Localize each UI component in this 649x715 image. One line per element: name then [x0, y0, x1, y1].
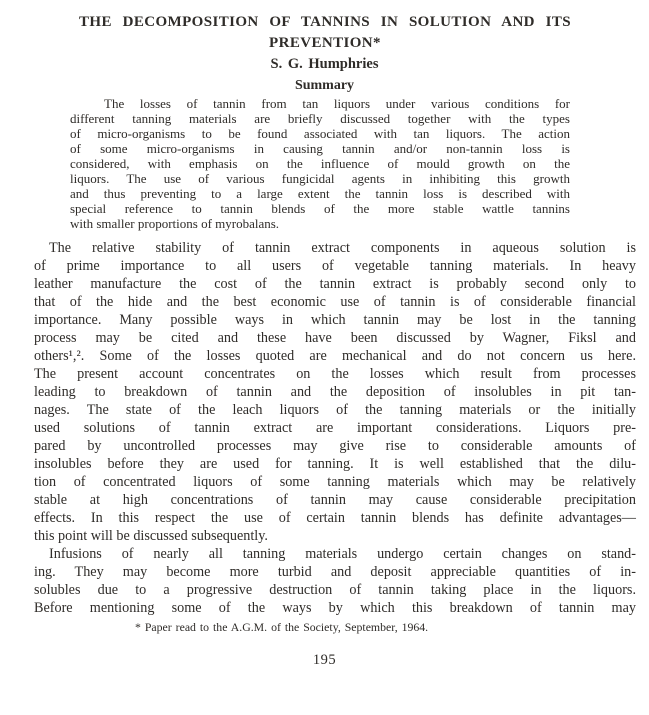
summary-line: considered, with emphasis on the influence of mould growth on the — [70, 156, 570, 171]
body-text-line: of prime importance to all users of vegetable tanning materials. In heavy — [34, 258, 636, 274]
body-text-line: others¹,². Some of the losses quoted are mechanical and do not concern us here. — [34, 348, 636, 364]
body-text-line: insolubles before they are used for tanning. It is well established that the dilu- — [34, 456, 636, 472]
summary-paragraph — [70, 96, 570, 231]
author-name: S. G. Humphries — [270, 56, 379, 72]
body-text-line: importance. Many possible ways in which tannin may be lost in the tanning — [34, 312, 636, 328]
body-text-line: Infusions of nearly all tanning materials undergo certain changes on stand- — [49, 546, 636, 562]
body-text-line: that of the hide and the best economic use of tannin is of considerable financial — [34, 294, 636, 310]
body-text-line: ing. They may become more turbid and deposit appreciable quantities of in- — [34, 564, 636, 580]
body-text-line: tion of concentrated liquors of some tanning materials which may be relatively — [34, 474, 636, 490]
body-text-line: The present account concentrates on the losses which result from processes — [34, 366, 636, 382]
body-text-line: leading to breakdown of tannin and the deposition of insolubles in pit tan- — [34, 384, 636, 400]
summary-line: The losses of tannin from tan liquors under various conditions for — [104, 96, 570, 111]
body-text-line: pared by uncontrolled processes may give rise to considerable amounts of — [34, 438, 636, 454]
summary-line: special reference to tannin blends of the more stable wattle tannins — [70, 201, 570, 216]
paper-title-line2: PREVENTION* — [269, 35, 381, 51]
body-text-line: leather manufacture the cost of the tannin extract is probably second only to — [34, 276, 636, 292]
summary-line: and thus preventing to a large extent the tannin loss is described with — [70, 186, 570, 201]
footnote: * Paper read to the A.G.M. of the Society, September, 1964. — [135, 620, 429, 634]
body-text-line: The relative stability of tannin extract components in aqueous solution is — [49, 240, 636, 256]
body-text-line: Before mentioning some of the ways by which this breakdown of tannin may — [34, 600, 636, 616]
summary-line: of some micro-organisms in causing tannin and/or non-tannin loss is — [70, 141, 570, 156]
body-text-line: stable at high concentrations of tannin may cause considerable precipitation — [34, 492, 636, 508]
body-text-line: effects. In this respect the use of certain tannin blends has definite advantages— — [34, 510, 636, 526]
summary-line: liquors. The use of various fungicidal agents in inhibiting this growth — [70, 171, 570, 186]
paper-title-line1: THE DECOMPOSITION OF TANNINS IN SOLUTION AND ITS — [79, 14, 571, 30]
summary-line: of micro-organisms to be found associated with tan liquors. The action — [70, 126, 570, 141]
summary-line: with smaller proportions of myrobalans. — [70, 216, 280, 231]
body-text-line: solubles due to a progressive destruction of tannin taking place in the liquors. — [34, 582, 636, 598]
page-number: 195 — [312, 652, 337, 668]
body-paragraph-2 — [34, 545, 636, 617]
paper-title — [79, 13, 571, 53]
summary-line: different tanning materials are briefly discussed together with the types — [70, 111, 570, 126]
summary-heading: Summary — [294, 78, 355, 93]
body-paragraph-1 — [34, 239, 636, 545]
body-text-line: used solutions of tannin extract are important considerations. Liquors pre- — [34, 420, 636, 436]
body-text-line: this point will be discussed subsequently. — [34, 528, 268, 544]
body-text-line: nages. The state of the leach liquors of the tanning materials or the initially — [34, 402, 636, 418]
body-text-line: process may be cited and these have been discussed by Wagner, Fiksl and — [34, 330, 636, 346]
